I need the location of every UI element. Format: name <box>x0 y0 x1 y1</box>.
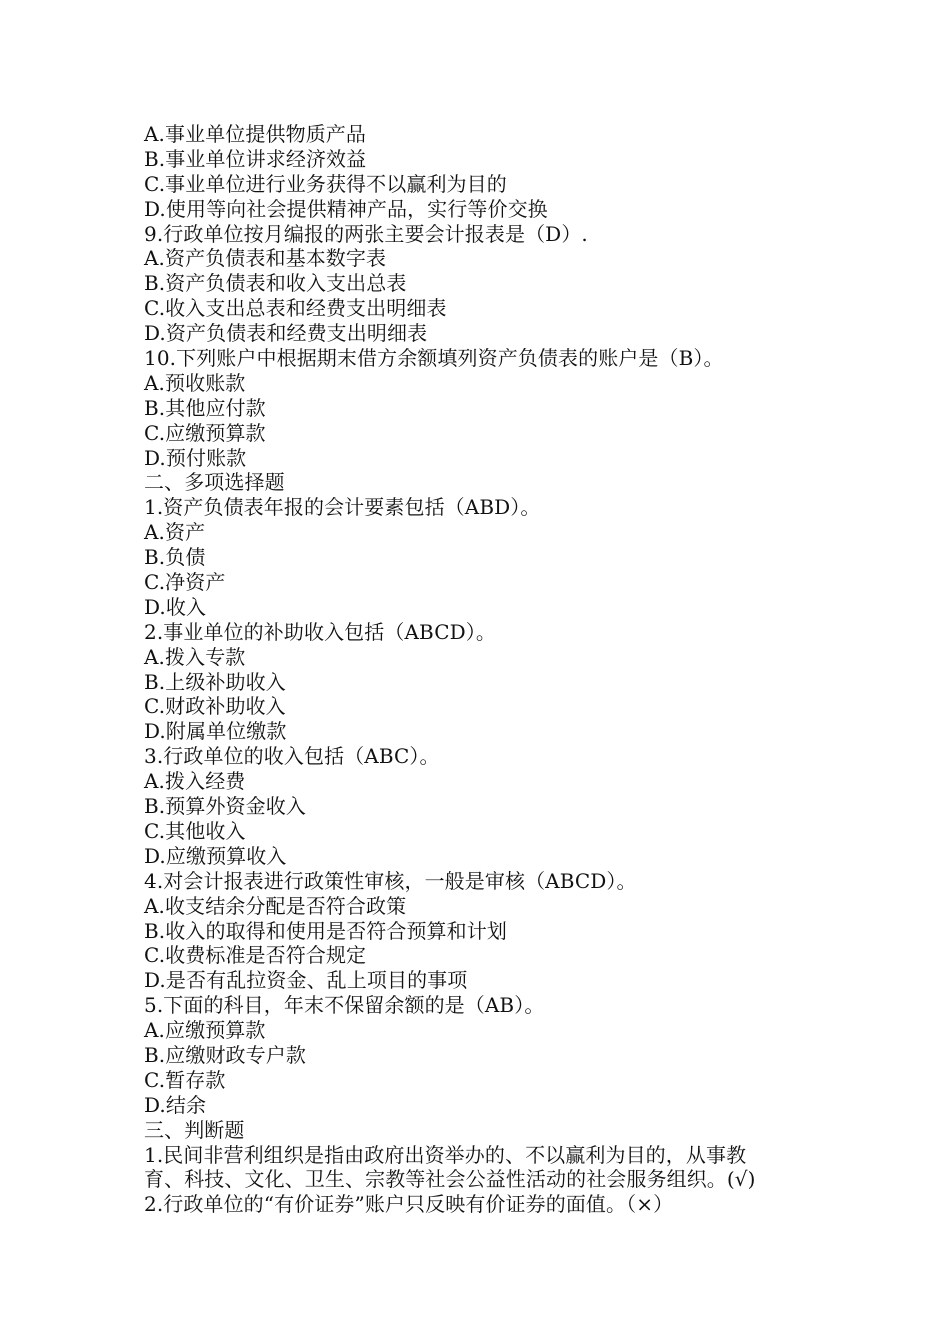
option-line: C.收入支出总表和经费支出明细表 <box>144 296 447 321</box>
question-line: 2.事业单位的补助收入包括（ABCD）。 <box>144 619 496 644</box>
section-heading: 三、判断题 <box>144 1117 245 1142</box>
statement-line: 2.行政单位的“有价证券”账户只反映有价证券的面值。（×） <box>144 1192 674 1217</box>
option-line: B.事业单位讲求经济效益 <box>144 146 367 171</box>
option-line: C.财政补助收入 <box>144 694 286 719</box>
option-line: A.拨入经费 <box>144 769 246 794</box>
option-line: C.收费标准是否符合规定 <box>144 943 367 968</box>
question-line: 5.下面的科目，年末不保留余额的是（AB）。 <box>144 993 545 1018</box>
statement-line: 育、科技、文化、卫生、宗教等社会公益性活动的社会服务组织。(√) <box>144 1167 756 1192</box>
option-line: D.使用等向社会提供精神产品，实行等价交换 <box>144 196 548 221</box>
statement-line: 1.民间非营利组织是指由政府出资举办的、不以赢利为目的，从事教 <box>144 1142 747 1167</box>
option-line: A.预收账款 <box>144 370 246 395</box>
option-line: C.应缴预算款 <box>144 420 266 445</box>
question-line: 1.资产负债表年报的会计要素包括（ABD）。 <box>144 495 541 520</box>
section-heading: 二、多项选择题 <box>144 470 285 495</box>
option-line: B.负债 <box>144 545 206 570</box>
option-line: B.应缴财政专户款 <box>144 1042 306 1067</box>
option-line: D.结余 <box>144 1092 207 1117</box>
option-line: D.应缴预算收入 <box>144 843 287 868</box>
option-line: C.净资产 <box>144 570 226 595</box>
option-line: B.预算外资金收入 <box>144 794 306 819</box>
option-line: D.资产负债表和经费支出明细表 <box>144 321 428 346</box>
option-line: A.收支结余分配是否符合政策 <box>144 893 407 918</box>
question-line: 3.行政单位的收入包括（ABC）。 <box>144 744 440 769</box>
option-line: C.其他收入 <box>144 818 246 843</box>
option-line: D.收入 <box>144 594 207 619</box>
question-line: 9.行政单位按月编报的两张主要会计报表是（D）. <box>144 221 588 246</box>
question-line: 10.下列账户中根据期末借方余额填列资产负债表的账户是（B）。 <box>144 346 724 371</box>
document-page <box>144 122 824 1217</box>
option-line: C.暂存款 <box>144 1067 226 1092</box>
option-line: D.预付账款 <box>144 445 247 470</box>
option-line: B.资产负债表和收入支出总表 <box>144 271 407 296</box>
option-line: B.其他应付款 <box>144 395 266 420</box>
option-line: B.上级补助收入 <box>144 669 286 694</box>
question-line: 4.对会计报表进行政策性审核，一般是审核（ABCD）。 <box>144 868 637 893</box>
option-line: B.收入的取得和使用是否符合预算和计划 <box>144 918 507 943</box>
option-line: A.资产 <box>144 520 206 545</box>
option-line: D.附属单位缴款 <box>144 719 287 744</box>
option-line: A.资产负债表和基本数字表 <box>144 246 387 271</box>
option-line: A.应缴预算款 <box>144 1018 266 1043</box>
option-line: D.是否有乱拉资金、乱上项目的事项 <box>144 968 468 993</box>
option-line: A.事业单位提供物质产品 <box>144 122 367 146</box>
option-line: C.事业单位进行业务获得不以赢利为目的 <box>144 171 507 196</box>
option-line: A.拨入专款 <box>144 644 246 669</box>
